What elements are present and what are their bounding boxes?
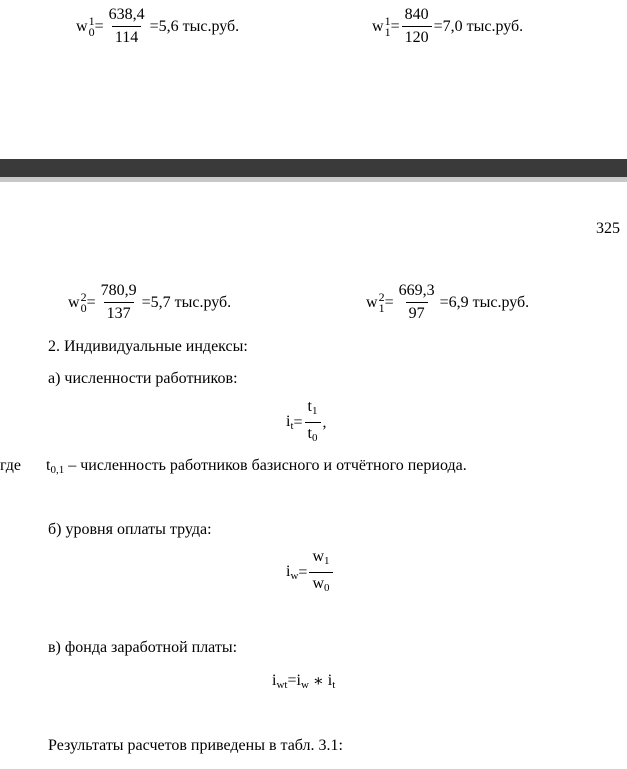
formula-equals: = [287, 672, 297, 689]
formula-superscript: 1 [88, 13, 95, 28]
formula-factor-w: $i_w$ [296, 671, 309, 691]
formula-result: =5,6 тыс.руб. [149, 17, 240, 35]
page-number: 325 [596, 220, 620, 237]
formula-numerator: 638,4 [108, 6, 145, 23]
where-label: где [0, 457, 22, 474]
formula-w1-2 [366, 282, 529, 323]
formula-index-wt [272, 670, 335, 692]
formula-variable: w [76, 17, 88, 35]
formula-w0-2 [68, 282, 231, 323]
formula-lhs: $i_t$ [286, 413, 294, 432]
formula-denominator: 137 [104, 302, 134, 323]
where-definition [46, 456, 467, 480]
formula-equals: = [298, 563, 308, 581]
formula-equals: = [94, 17, 104, 35]
formula-denominator: 114 [112, 26, 141, 47]
formula-variable: w [68, 293, 80, 311]
formula-subscript: 1 [378, 300, 385, 315]
formula-fraction [305, 398, 321, 447]
where-variable: t [46, 457, 51, 474]
formula-denominator: 120 [402, 26, 432, 47]
formula-superscript: 2 [80, 289, 87, 304]
page-break-band [0, 159, 627, 177]
formula-variable: w [366, 293, 378, 311]
formula-index-w [286, 548, 335, 597]
formula-result: =5,7 тыс.руб. [141, 293, 232, 311]
formula-result: =6,9 тыс.руб. [439, 293, 530, 311]
formula-equals: = [86, 293, 96, 311]
formula-numerator: 780,9 [100, 282, 137, 299]
formula-fraction [98, 282, 140, 323]
where-text: – численность работников базисного и отчётного периода. [64, 457, 467, 474]
formula-numerator: $w_1$ [312, 548, 330, 567]
formula-numerator: 669,3 [398, 282, 435, 299]
formula-subscript: 0 [80, 300, 87, 315]
formula-subscript: 1 [384, 24, 391, 39]
where-subscript: 0,1 [50, 464, 65, 476]
formula-fraction [106, 6, 148, 47]
formula-subscript: 0 [88, 24, 95, 39]
formula-numerator: 840 [404, 6, 429, 23]
formula-superscript: 1 [384, 13, 391, 28]
formula-lhs: $i_w$ [286, 563, 299, 582]
formula-equals: = [384, 293, 394, 311]
formula-tail: , [322, 413, 327, 431]
formula-equals: = [390, 17, 400, 35]
section-heading: 2. Индивидуальные индексы: [48, 338, 248, 355]
formula-variable: w [372, 17, 384, 35]
formula-result: =7,0 тыс.руб. [433, 17, 524, 35]
formula-w0-1 [76, 6, 239, 47]
item-c-heading: в) фонда заработной платы: [48, 639, 238, 656]
formula-operator: ∗ [308, 673, 328, 690]
item-b-heading: б) уровня оплаты труда: [48, 521, 212, 538]
results-text: Результаты расчетов приведены в табл. 3.1: [48, 737, 343, 754]
formula-denominator: $w_0$ [309, 572, 332, 597]
formula-w1-1 [372, 6, 523, 47]
formula-fraction [396, 282, 438, 323]
formula-superscript: 2 [378, 289, 385, 304]
formula-numerator: $t_1$ [307, 398, 318, 417]
formula-fraction [402, 6, 432, 47]
page-break-shadow [0, 177, 627, 182]
formula-lhs: $i_{wt}$ [272, 671, 288, 691]
formula-equals: = [293, 413, 303, 431]
formula-denominator: $t_0$ [305, 422, 321, 447]
formula-fraction [309, 548, 332, 597]
formula-factor-t: $i_t$ [327, 671, 336, 691]
item-a-heading: а) численности работников: [48, 370, 238, 387]
formula-index-t [286, 398, 327, 447]
formula-denominator: 97 [406, 302, 428, 323]
